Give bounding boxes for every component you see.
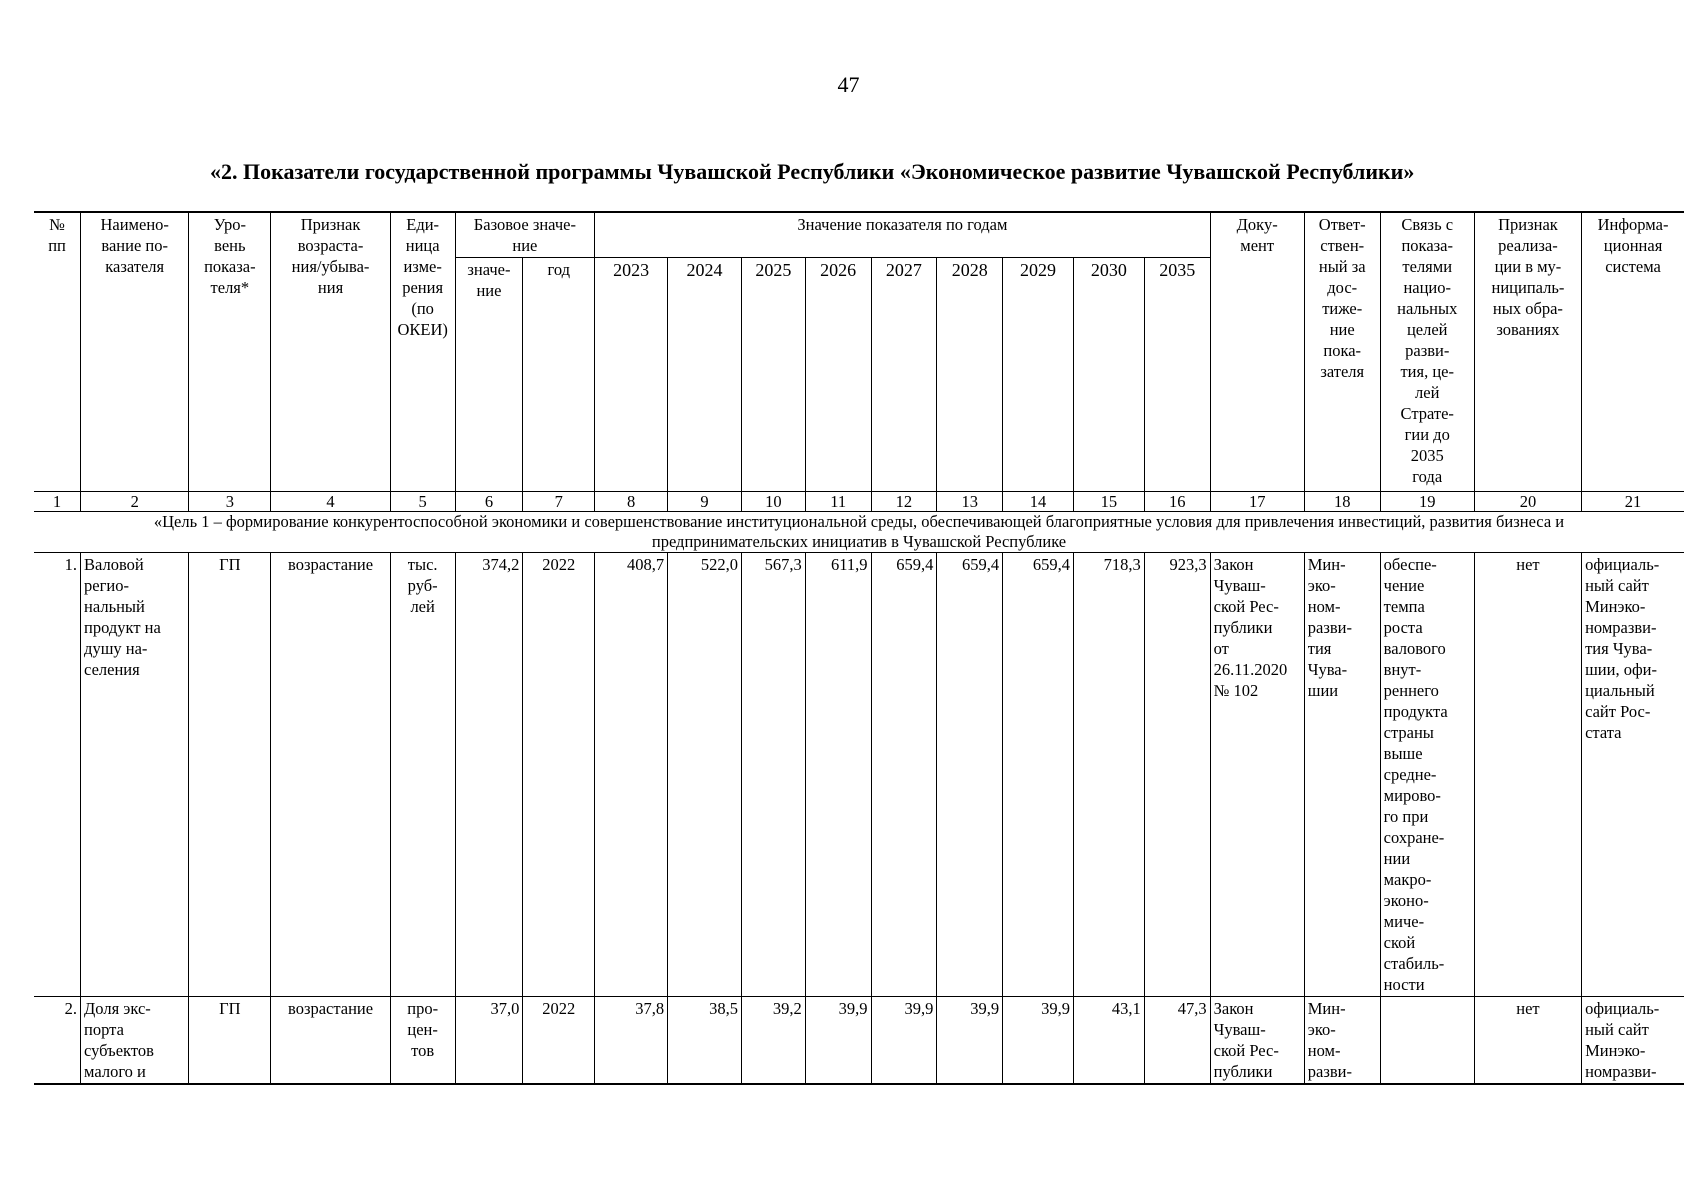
row-value: 659,4 — [1003, 553, 1074, 997]
header-years-group: Значение показателя по годам — [595, 212, 1210, 258]
header-year: 2026 — [805, 258, 871, 492]
row-level: ГП — [189, 997, 271, 1085]
row-value: 39,9 — [1003, 997, 1074, 1085]
column-number: 17 — [1210, 492, 1304, 512]
column-number: 15 — [1073, 492, 1144, 512]
row-value: 38,5 — [668, 997, 742, 1085]
row-link: обеспе- чение темпа роста валового внут- реннего продукта страны выше средне- мирово- го при сохране- нии макро- эконо- миче- ской стабиль- ности — [1380, 553, 1474, 997]
header-row-1 — [34, 212, 1684, 258]
row-sign: возрастание — [271, 553, 390, 997]
header-sign: Признак возраста- ния/убыва- ния — [271, 212, 390, 492]
column-number: 21 — [1582, 492, 1684, 512]
table-row — [34, 997, 1684, 1085]
row-base-value: 37,0 — [455, 997, 523, 1085]
header-year: 2028 — [937, 258, 1003, 492]
goal-row — [34, 512, 1684, 553]
row-base-year: 2022 — [523, 997, 595, 1085]
row-value: 923,3 — [1144, 553, 1210, 997]
row-value: 39,9 — [937, 997, 1003, 1085]
column-number: 2 — [81, 492, 189, 512]
row-value: 39,2 — [741, 997, 805, 1085]
row-responsible: Мин- эко- ном- разви- тия Чува- шии — [1304, 553, 1380, 997]
row-value: 47,3 — [1144, 997, 1210, 1085]
document-title: «2. Показатели государственной программы Чувашской Республики «Экономическое развитие Чувашской Республики» — [210, 159, 1415, 184]
header-base: Базовое значе- ние — [455, 212, 595, 258]
column-number: 5 — [390, 492, 455, 512]
header-document: Доку- мент — [1210, 212, 1304, 492]
column-number: 3 — [189, 492, 271, 512]
row-unit: тыс. руб- лей — [390, 553, 455, 997]
row-infosystem: официаль- ный сайт Минэко- номразви- тия Чува- шии, офи- циальный сайт Рос- стата — [1582, 553, 1684, 997]
row-level: ГП — [189, 553, 271, 997]
row-document: Закон Чуваш- ской Рес- публики от 26.11.2020 № 102 — [1210, 553, 1304, 997]
column-number: 10 — [741, 492, 805, 512]
header-name: Наимено- вание по- казателя — [81, 212, 189, 492]
row-num: 1. — [34, 553, 81, 997]
header-year: 2023 — [595, 258, 668, 492]
row-value: 43,1 — [1073, 997, 1144, 1085]
row-value: 659,4 — [937, 553, 1003, 997]
row-name: Валовой регио- нальный продукт на душу на- селения — [81, 553, 189, 997]
header-year: 2024 — [668, 258, 742, 492]
column-number: 16 — [1144, 492, 1210, 512]
row-responsible: Мин- эко- ном- разви- — [1304, 997, 1380, 1085]
column-number: 6 — [455, 492, 523, 512]
header-base-year: год — [523, 258, 595, 492]
column-number: 4 — [271, 492, 390, 512]
header-link: Связь с показа- телями нацио- нальных целей разви- тия, це- лей Страте- гии до 2035 года — [1380, 212, 1474, 492]
row-link — [1380, 997, 1474, 1085]
row-value: 39,9 — [805, 997, 871, 1085]
row-unit: про- цен- тов — [390, 997, 455, 1085]
row-infosystem: официаль- ный сайт Минэко- номразви- — [1582, 997, 1684, 1085]
row-value: 37,8 — [595, 997, 668, 1085]
row-document: Закон Чуваш- ской Рес- публики — [1210, 997, 1304, 1085]
header-infosystem: Информа- ционная система — [1582, 212, 1684, 492]
column-number: 18 — [1304, 492, 1380, 512]
header-base-value: значе- ние — [455, 258, 523, 492]
column-number: 8 — [595, 492, 668, 512]
goal-text: «Цель 1 – формирование конкурентоспособной экономики и совершенствование институциональной среды, обеспечивающей благоприятные условия для привлечения инвестиций, развития бизнеса и предпринимательских инициатив в Чувашской Республике — [34, 512, 1684, 553]
indicators-table — [34, 211, 1684, 1085]
column-number: 9 — [668, 492, 742, 512]
row-value: 611,9 — [805, 553, 871, 997]
column-number: 14 — [1003, 492, 1074, 512]
row-sign: возрастание — [271, 997, 390, 1085]
row-municipal: нет — [1474, 997, 1581, 1085]
page-number: 47 — [837, 72, 860, 97]
row-value: 659,4 — [871, 553, 937, 997]
column-number: 1 — [34, 492, 81, 512]
row-base-value: 374,2 — [455, 553, 523, 997]
row-municipal: нет — [1474, 553, 1581, 997]
column-number: 20 — [1474, 492, 1581, 512]
column-number: 19 — [1380, 492, 1474, 512]
header-unit: Еди- ница изме- рения (по ОКЕИ) — [390, 212, 455, 492]
row-value: 408,7 — [595, 553, 668, 997]
row-value: 567,3 — [741, 553, 805, 997]
header-year: 2025 — [741, 258, 805, 492]
header-year: 2029 — [1003, 258, 1074, 492]
row-value: 39,9 — [871, 997, 937, 1085]
row-value: 718,3 — [1073, 553, 1144, 997]
header-level: Уро- вень показа- теля* — [189, 212, 271, 492]
row-name: Доля экс- порта субъектов малого и — [81, 997, 189, 1085]
table-row — [34, 553, 1684, 997]
header-responsible: Ответ- ствен- ный за дос- тиже- ние пока- зателя — [1304, 212, 1380, 492]
column-number: 7 — [523, 492, 595, 512]
header-year: 2027 — [871, 258, 937, 492]
row-num: 2. — [34, 997, 81, 1085]
row-value: 522,0 — [668, 553, 742, 997]
row-base-year: 2022 — [523, 553, 595, 997]
column-number: 12 — [871, 492, 937, 512]
column-number: 11 — [805, 492, 871, 512]
column-number-row — [34, 492, 1684, 512]
header-year: 2035 — [1144, 258, 1210, 492]
header-year: 2030 — [1073, 258, 1144, 492]
header-num: № пп — [34, 212, 81, 492]
header-municipal: Признак реализа- ции в му- ниципаль- ных обра- зованиях — [1474, 212, 1581, 492]
column-number: 13 — [937, 492, 1003, 512]
